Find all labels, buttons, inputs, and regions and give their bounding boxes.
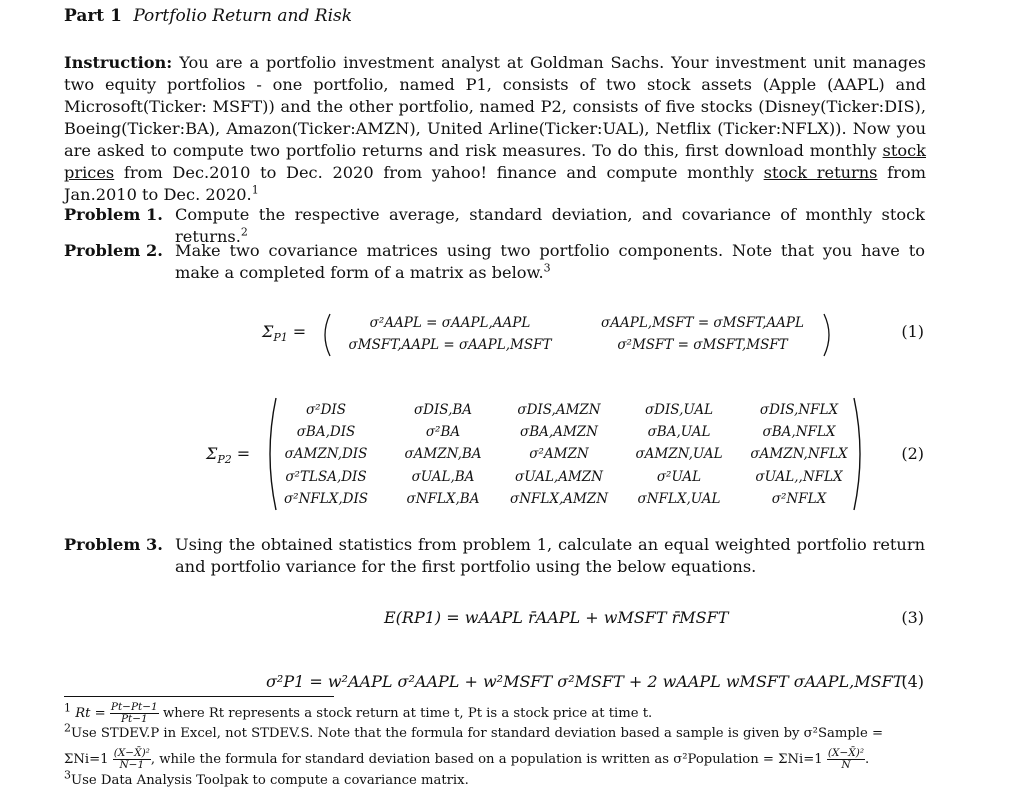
matrix-cell: σ²NFLX,DIS [283,491,369,507]
matrix-cell: σUAL,AMZN [515,469,603,485]
matrix-cell: σAMZN,DIS [284,446,368,462]
matrix-cell: σ²DIS [305,402,347,418]
matrix-cell: σ²NFLX [771,491,827,507]
instruction-text-end: from Jan.2010 to Dec. 2020. [64,163,926,204]
matrix-cell: σBA,DIS [296,424,356,440]
footnote-rule [64,696,334,697]
footnote-mark: 1 [251,183,259,197]
sigma-p2-label: $\Sigma_{P2}$ = [206,444,251,467]
matrix-cell: σMSFT,AAPL = σAAPL,MSFT [348,337,552,353]
matrix-cell: σAMZN,BA [404,446,482,462]
matrix-cell: σ²AMZN [529,446,589,462]
left-parenthesis [318,312,332,358]
equation-number: (3) [901,608,924,627]
matrix-cell: σNFLX,AMZN [509,491,609,507]
problem-text: Using the obtained statistics from problem 1, calculate an equal weighted portfolio return and portfolio variance for the first portfolio using the below equations. [175,535,925,576]
matrix-cell: σDIS,UAL [644,402,714,418]
matrix-cell: σNFLX,UAL [637,491,721,507]
matrix-cell: σAAPL,MSFT = σMSFT,AAPL [601,315,804,331]
part-title: Portfolio Return and Risk [133,6,353,26]
matrix-cell: σ²UAL [656,469,702,485]
matrix-cell: σUAL,BA [411,469,475,485]
problem-label: Problem 3. [64,535,163,554]
matrix-cell: σ²BA [425,424,461,440]
matrix-cell: σAMZN,NFLX [750,446,848,462]
problem-2 [64,240,926,284]
problem-text: Compute the respective average, standard deviation, and covariance of monthly stock returns. [175,205,925,246]
footnote-mark: 3 [543,261,551,275]
matrix-cell: σDIS,NFLX [759,402,839,418]
problem-3 [64,534,926,578]
problem-label: Problem 2. [64,241,163,260]
matrix-cell: σ²TLSA,DIS [285,469,367,485]
instruction-text: You are a portfolio investment analyst at Goldman Sachs. Your investment unit manages two equity portfolios - one portfolio, named P1, consists of two stock assets (Apple (AAPL) and Microsoft(Ticker: MSFT)) and the other portfolio, named P2, consists of five stocks (Disney(Ticker:DIS), Boeing(Ticker:BA), Amazon(Ticker:AMZN), United Arline(Ticker:UAL), Netflix (Ticker:NFLX)). Now you are asked to compute two portfolio returns and risk measures. To do this, first download monthly [64,53,926,160]
portfolio-variance-equation: σ²P1 = w²AAPL σ²AAPL + w²MSFT σ²MSFT + 2 wAAPL wMSFT σAAPL,MSFT [266,672,904,691]
footnote-2: $^2$Use STDEV.P in Excel, not STDEV.S. Note that the formula for standard deviation based a sample is given by σ²Sample = [64,721,884,741]
matrix-cell: σBA,AMZN [520,424,598,440]
footnote-2-continued: ΣNi=1 $\frac{\text{(X−X̄)²}}{N-1}$ , while the formula for standard deviation based on a population is written as σ²Population = ΣNi=1 $\frac{\text{(X−X̄)²}}{N}$ . [64,747,870,771]
equation-number: (2) [901,444,924,463]
matrix-cell: σ²AAPL = σAAPL,AAPL [369,315,531,331]
problem-label: Problem 1. [64,205,163,224]
matrix-cell: σUAL,,NFLX [755,469,843,485]
sigma-p1-label: $\Sigma_{P1}$ = [262,322,307,345]
part-heading [64,6,352,26]
matrix-cell: σAMZN,UAL [635,446,723,462]
stock-returns-link[interactable]: stock returns [763,163,878,182]
matrix-cell: σBA,NFLX [762,424,836,440]
problem-text: Make two covariance matrices using two portfolio components. Note that you have to make a completed form of a matrix as below. [175,241,925,282]
equation-number: (4) [901,672,924,691]
matrix-cell: σ²MSFT = σMSFT,MSFT [617,337,788,353]
matrix-cell: σNFLX,BA [406,491,480,507]
matrix-cell: σDIS,BA [413,402,473,418]
instruction-text-mid: from Dec.2010 to Dec. 2020 from yahoo! finance and compute monthly [123,163,754,182]
instruction-label: Instruction: [64,53,173,72]
footnote-mark: 2 [240,225,248,239]
stock-prices-link[interactable]: stock prices [64,141,926,182]
footnote-3: $^3$Use Data Analysis Toolpak to compute a covariance matrix. [64,768,469,788]
part-label: Part 1 [64,6,122,26]
instruction-paragraph [64,52,926,206]
matrix-cell: σBA,UAL [647,424,711,440]
footnote-1: $^1$ Rt = $\frac{Pt-Pt-1}{Pt-1}$ where Rt represents a stock return at time t, Pt is a stock price at time t. [64,701,653,725]
expected-return-equation: E(RP1) = wAAPL r̄AAPL + wMSFT r̄MSFT [384,608,729,627]
matrix-cell: σDIS,AMZN [517,402,601,418]
equation-number: (1) [901,322,924,341]
